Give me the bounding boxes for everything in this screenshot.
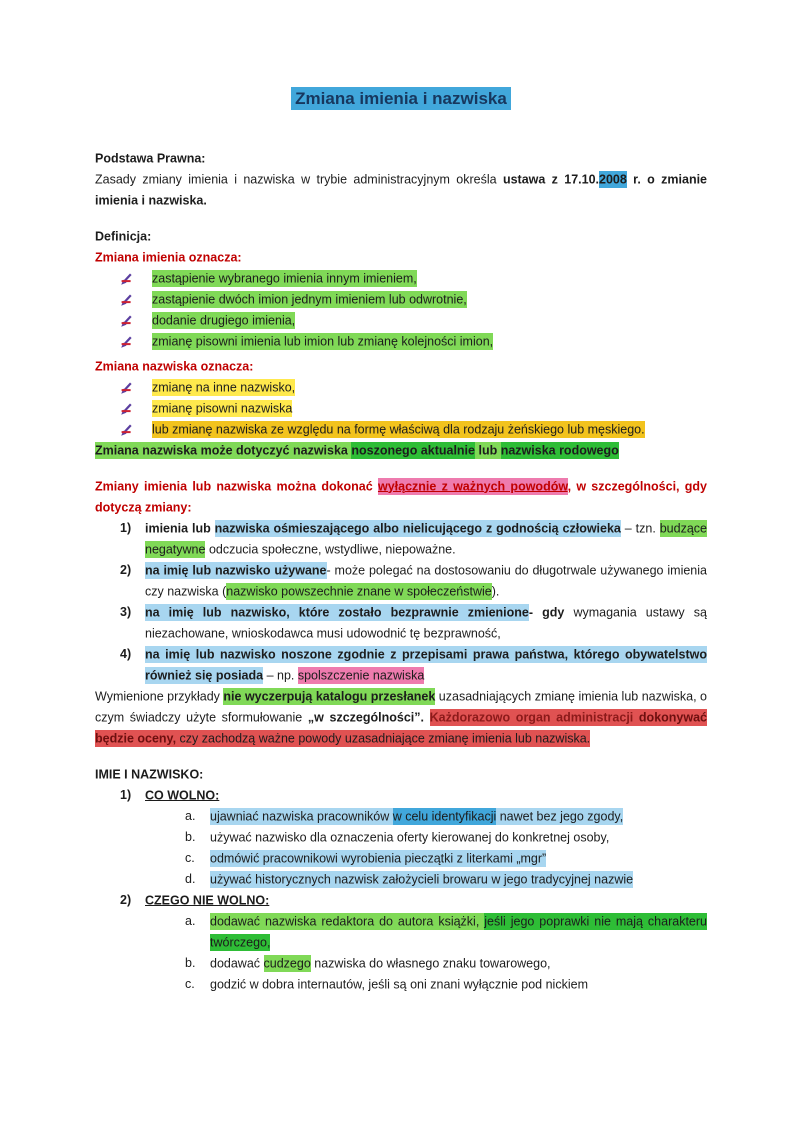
text-run: ustawa z 17.10.: [502, 172, 600, 186]
list-label: 1): [120, 788, 132, 802]
numbered-item: [95, 890, 707, 911]
list-label: a.: [185, 914, 196, 928]
text-run: Zmiana nazwiska oznacza:: [95, 359, 254, 373]
text-run: lub: [475, 443, 501, 457]
text-run: budzące negatywne: [145, 521, 707, 556]
list-label: 2): [120, 893, 132, 907]
paragraph: [95, 169, 707, 211]
text-run: dokonywać będzie oceny,: [95, 710, 707, 745]
arrow-bullet-icon: [120, 272, 133, 285]
text-run: - może polegać na dostosowaniu do długotrwale używanego imienia czy nazwiska (: [145, 563, 707, 598]
text-run: cudzego: [263, 956, 311, 970]
arrow-bullet-icon: [120, 402, 133, 415]
text-run: zmianę pisowni imienia lub imion lub zmianę kolejności imion,: [152, 334, 494, 348]
paragraph: [95, 247, 707, 268]
letter-item: [95, 953, 707, 974]
text-run: imienia lub: [145, 521, 215, 535]
letter-item: [95, 848, 707, 869]
paragraph: [95, 476, 707, 518]
paragraph: [95, 148, 707, 169]
letter-item: [95, 911, 707, 953]
text-run: [424, 709, 430, 726]
text-run: Podstawa Prawna:: [95, 151, 206, 165]
text-run: używać nazwisko dla oznaczenia oferty kierowanej do konkretnej osoby,: [210, 830, 610, 844]
text-run: ).: [491, 584, 500, 598]
text-run: dodanie drugiego imienia,: [152, 313, 296, 327]
arrow-bullet-icon: [120, 314, 133, 327]
text-run: dodawać: [210, 956, 264, 970]
numbered-item: [95, 785, 707, 806]
text-run: zastąpienie wybranego imienia innym imieniem,: [152, 271, 417, 285]
text-run: zmianę pisowni nazwiska: [152, 401, 293, 415]
text-run: nazwisko powszechnie znane w społeczeństwie: [226, 584, 492, 598]
text-run: godzić w dobra internautów, jeśli są oni znani wyłącznie pod nickiem: [210, 977, 588, 991]
text-run: na imię lub nazwisko noszone zgodnie z przepisami prawa państwa, którego obywatelstwo również się posiada: [145, 647, 707, 682]
numbered-item: [95, 644, 707, 686]
text-run: na imię lub nazwisko, które zostało bezprawnie zmienione: [145, 605, 529, 619]
text-run: Wymienione przykłady: [95, 689, 224, 703]
text-run: Zmiany imienia lub nazwiska można dokonać: [95, 479, 378, 493]
list-label: b.: [185, 956, 196, 970]
text-run: wymagania ustawy są niezachowane, wnioskodawca musi udowodnić tę bezprawność,: [145, 605, 707, 640]
numbered-item: [95, 560, 707, 602]
bullet-item: [95, 331, 707, 352]
text-run: spolszczenie nazwiska: [297, 668, 425, 682]
arrow-bullet-icon: [120, 381, 133, 394]
text-run: - gdy: [528, 605, 574, 619]
text-run: Zmiana nazwiska może dotyczyć nazwiska: [95, 443, 352, 457]
text-run: Każdorazowo organ administracji: [429, 710, 639, 724]
bullet-item: [95, 268, 707, 289]
text-run: odczucia społeczne, wstydliwe, niepoważne.: [205, 542, 456, 556]
paragraph: [95, 764, 707, 785]
bullet-item: [95, 289, 707, 310]
text-run: Zmiana imienia i nazwiska: [291, 87, 511, 110]
text-run: 2008: [599, 172, 627, 186]
list-label: a.: [185, 809, 196, 823]
text-run: „w szczególności”.: [307, 710, 424, 724]
paragraph: [95, 226, 707, 247]
letter-item: [95, 869, 707, 890]
list-label: 2): [120, 563, 132, 577]
text-run: , w szczególności, gdy dotyczą zmiany:: [95, 479, 708, 514]
text-run: – np.: [263, 668, 298, 682]
letter-item: [95, 974, 707, 995]
document-body: [95, 86, 707, 995]
list-label: d.: [185, 872, 196, 886]
paragraph: [95, 440, 707, 461]
text-run: nazwiska ośmieszającego albo nielicującego z godnością człowieka: [214, 521, 621, 535]
text-run: Zmiana imienia oznacza:: [95, 250, 242, 264]
list-label: 3): [120, 605, 132, 619]
text-run: nie wyczerpują katalogu przesłanek: [223, 689, 436, 703]
arrow-bullet-icon: [120, 423, 133, 436]
paragraph: [95, 356, 707, 377]
text-run: lub zmianę nazwiska ze względu na formę właściwą dla rodzaju żeńskiego lub męskiego.: [152, 422, 645, 436]
text-run: nawet bez jego zgody,: [496, 809, 624, 823]
text-run: – tzn.: [620, 521, 660, 535]
text-run: jeśli jego poprawki nie mają charakteru twórczego,: [210, 914, 707, 949]
text-run: na imię lub nazwisko używane: [145, 563, 327, 577]
text-run: dodawać nazwiska redaktora do autora książki,: [210, 914, 485, 928]
bullet-item: [95, 419, 707, 440]
arrow-bullet-icon: [120, 335, 133, 348]
text-run: r. o zmianie imienia i nazwiska.: [95, 172, 707, 207]
text-run: używać historycznych nazwisk założycieli browaru w jego tradycyjnej nazwie: [210, 872, 634, 886]
bullet-item: [95, 377, 707, 398]
numbered-item: [95, 602, 707, 644]
list-label: 4): [120, 647, 132, 661]
document-title: [95, 86, 707, 112]
text-run: IMIE I NAZWISKO:: [95, 767, 204, 781]
text-run: CO WOLNO:: [145, 788, 220, 802]
text-run: nazwiska do własnego znaku towarowego,: [310, 956, 551, 970]
text-run: Definicja:: [95, 229, 152, 243]
text-run: uzasadniających zmianę imienia lub nazwiska, o czym świadczy użyte sformułowanie: [95, 689, 708, 724]
bullet-item: [95, 310, 707, 331]
text-run: w celu identyfikacji: [392, 809, 497, 823]
text-run: noszonego aktualnie: [351, 443, 475, 457]
text-run: zastąpienie dwóch imion jednym imieniem lub odwrotnie,: [152, 292, 467, 306]
arrow-bullet-icon: [120, 293, 133, 306]
list-label: 1): [120, 521, 132, 535]
text-run: nazwiska rodowego: [500, 443, 619, 457]
text-run: wyłącznie z ważnych powodów: [377, 479, 568, 493]
letter-item: [95, 827, 707, 848]
letter-item: [95, 806, 707, 827]
text-run: zmianę na inne nazwisko,: [152, 380, 296, 394]
list-label: b.: [185, 830, 196, 844]
list-label: c.: [185, 977, 195, 991]
text-run: ujawniać nazwiska pracowników: [210, 809, 393, 823]
text-run: odmówić pracownikowi wyrobienia pieczątki z literkami „mgr”: [210, 851, 547, 865]
bullet-item: [95, 398, 707, 419]
numbered-item: [95, 518, 707, 560]
text-run: czy zachodzą ważne powody uzasadniające zmianę imienia lub nazwiska.: [176, 731, 591, 745]
paragraph: [95, 686, 707, 749]
text-run: CZEGO NIE WOLNO:: [145, 893, 270, 907]
list-label: c.: [185, 851, 195, 865]
text-run: Zasady zmiany imienia i nazwiska w trybie administracyjnym określa: [95, 172, 503, 186]
